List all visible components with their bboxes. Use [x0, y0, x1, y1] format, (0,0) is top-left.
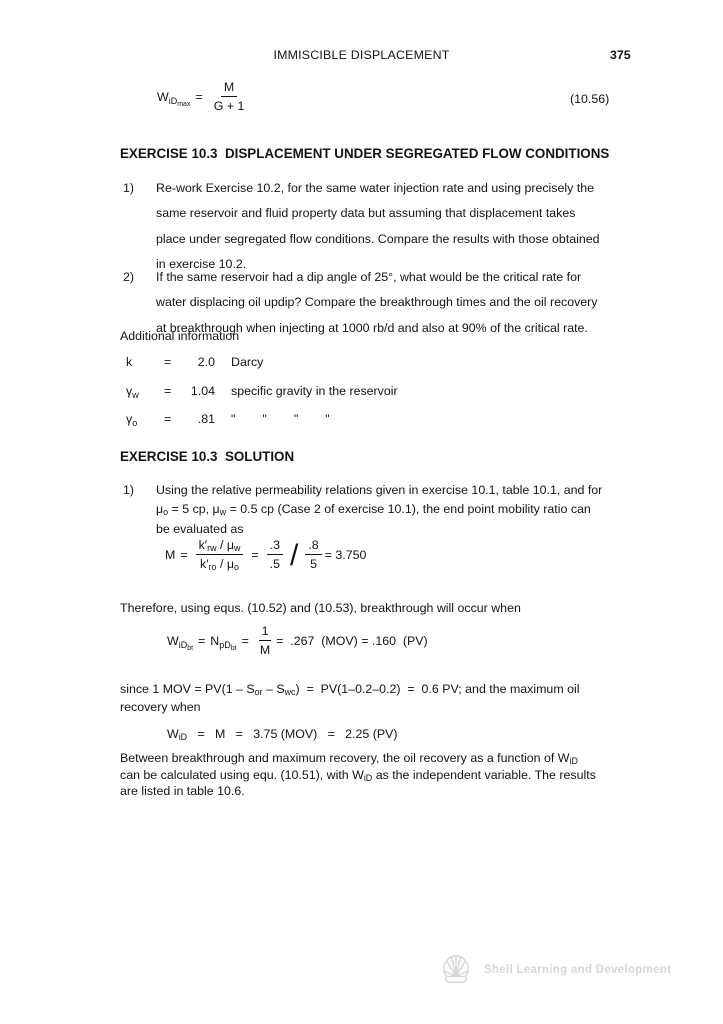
maximum-recovery-equation: $W_{iD} = M = 3.75$ (MOV) = 2.25 (PV) [167, 727, 398, 743]
paragraph: since 1 MOV = $PV(1 - S_{or} - S_{wc}) = PV(1-0.2-0.2) = 0.6$ PV; and the maximum oil recovery when [120, 682, 580, 714]
description: Darcy [231, 355, 264, 369]
info-row-k [120, 355, 398, 371]
fraction: $\frac{.3}{.5}$ [267, 538, 283, 571]
mobility-ratio-equation: M = $\frac{k'_{rw} / \mu_w}{k'_{ro} / \mu_o}$ = $\frac{.3}{.5}$ / $\frac{.8}{5}$ = 3.750 [165, 538, 367, 573]
list-item [123, 176, 623, 278]
equation-number: (10.56) [570, 92, 610, 106]
equals-sign: = [180, 547, 188, 562]
list-item-text: If the same reservoir had a dip angle of 25°, what would be the critical rate for water displacing oil updip? Compare the breakthrough times and the oil recovery at breakthrough when injecting at 1000 rb/d and also at 90% of the critical rate. [156, 270, 598, 335]
exercise-heading: EXERCISE 10.3 DISPLACEMENT UNDER SEGREGATED FLOW CONDITIONS [120, 146, 610, 161]
list-item-number: 1) [123, 483, 135, 497]
breakthrough-equation [167, 624, 428, 657]
equals-sign: = [198, 633, 206, 648]
symbol: $\gamma_w$ [126, 383, 139, 400]
list-item-text: Re-work Exercise 10.2, for the same water injection rate and using precisely the same reservoir and fluid property data but assuming that displacement takes place under segregated flow conditions. Compare the results with those obtained in exercise 10.2. [156, 181, 600, 272]
solution-heading: EXERCISE 10.3 SOLUTION [120, 449, 295, 464]
equation-result: = 3.750 [324, 547, 367, 562]
list-item-number: 2) [123, 270, 135, 284]
equals-sign: = [164, 383, 172, 398]
info-row-gamma-w [120, 384, 398, 400]
symbol: k [126, 355, 133, 369]
equals-sign: = [251, 547, 259, 562]
equation-variable: M [165, 547, 176, 562]
paragraph: Therefore, using equs. (10.52) and (10.53), breakthrough will occur when [120, 601, 521, 615]
ditto-marks: " " " " [231, 412, 330, 426]
equation-result: = .267 (MOV) = .160 (PV) [276, 633, 428, 648]
fraction: $\frac{M}{G + 1}$ [213, 80, 245, 113]
symbol: $\gamma_o$ [126, 412, 138, 428]
additional-info-table [120, 355, 398, 441]
fraction: $\frac{1}{M}$ [259, 624, 271, 657]
description: specific gravity in the reservoir [231, 383, 398, 398]
footer [440, 953, 671, 987]
equals-sign: = [241, 633, 249, 648]
equation-variable: $W_{iDbt}$ [167, 633, 194, 652]
info-row-gamma-o [120, 412, 398, 428]
shell-pecten-icon [440, 953, 472, 987]
additional-info-heading: Additional information [120, 329, 240, 343]
equation-10-56 [157, 80, 250, 113]
fraction: $\frac{.8}{5}$ [305, 538, 321, 571]
value: 2.0 [197, 355, 215, 369]
value: .81 [197, 412, 215, 426]
list-item [123, 481, 623, 539]
equals-sign: = [164, 412, 172, 426]
equation-variable: $N_{pDbt}$ [210, 633, 237, 652]
equation-variable: $W_{iDmax}$ [157, 89, 191, 108]
page-number: 375 [610, 48, 631, 62]
list-item-text: Using the relative permeability relations given in exercise 10.1, table 10.1, and for $\mu_o = 5$ cp, $\mu_w = 0.5$ cp (Case 2 of exercise 10.1), the end point mobility ratio can be evaluated as [156, 483, 603, 536]
paragraph: Between breakthrough and maximum recovery, the oil recovery as a function of $W_{iD}$ can be calculated using equ. (10.51), with $W_{iD}$ as the independent variable. The results are listed in table 10.6. [120, 751, 596, 799]
value: 1.04 [190, 383, 215, 398]
fraction: $\frac{k'_{rw} / \mu_w}{k'_{ro} / \mu_o}$ [196, 538, 244, 571]
equals-sign: = [164, 355, 172, 369]
running-header-title: IMMISCIBLE DISPLACEMENT [273, 48, 450, 62]
list-item-number: 1) [123, 181, 135, 195]
footer-brand-text: Shell Learning and Development [484, 964, 672, 976]
equals-sign: = [195, 89, 203, 104]
